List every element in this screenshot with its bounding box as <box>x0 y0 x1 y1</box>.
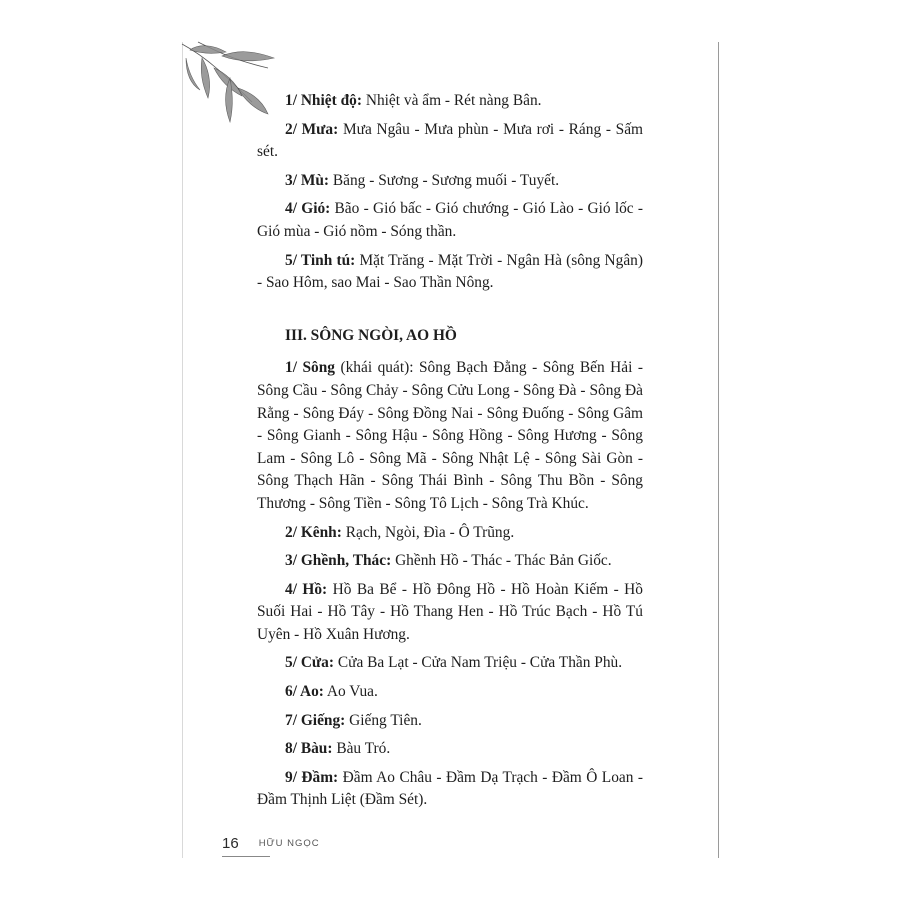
item-label: 6/ Ao: <box>285 683 324 701</box>
weather-item <box>257 250 643 295</box>
running-author: HỮU NGỌC <box>258 837 320 849</box>
item-text: Cửa Ba Lạt - Cửa Nam Triệu - Cửa Thần Phù. <box>337 654 623 672</box>
item-text: Băng - Sương - Sương muối - Tuyết. <box>332 171 560 189</box>
water-item <box>257 522 643 545</box>
page-left-edge <box>182 42 183 858</box>
weather-item <box>257 198 643 243</box>
item-text: Đầm Ao Châu - Đầm Dạ Trạch - Đầm Ô Loan - Đầm Thịnh Liệt (Đầm Sét). <box>257 768 643 809</box>
item-label: 2/ Mưa: <box>285 120 339 138</box>
weather-item <box>257 90 643 113</box>
item-text: Bão - Gió bấc - Gió chướng - Gió Lào - Gió lốc - Gió mùa - Gió nồm - Sóng thần. <box>257 200 643 240</box>
item-text: Nhiệt và ẩm - Rét nàng Bân. <box>365 92 542 109</box>
page-footer <box>222 832 320 854</box>
weather-item <box>257 170 643 193</box>
item-label: 2/ Kênh: <box>285 523 342 541</box>
water-item <box>257 550 643 573</box>
item-label: 4/ Hồ: <box>285 580 328 598</box>
item-label: 1/ Nhiệt độ: <box>285 92 362 109</box>
water-item <box>257 579 643 647</box>
item-text: Ao Vua. <box>326 683 378 701</box>
item-text: Mưa Ngâu - Mưa phùn - Mưa rơi - Ráng - Sấm sét. <box>257 120 644 161</box>
item-text: Hồ Ba Bể - Hồ Đông Hồ - Hồ Hoàn Kiếm - Hồ Suối Hai - Hồ Tây - Hồ Thang Hen - Hồ Trúc Bạch - Hồ Tú Uyên - Hồ Xuân Hương. <box>257 580 643 643</box>
item-text: Bàu Tró. <box>336 740 391 758</box>
item-label: 8/ Bàu: <box>285 740 333 758</box>
water-item <box>257 738 643 761</box>
item-label: 3/ Mù: <box>285 171 330 189</box>
water-item <box>257 767 643 812</box>
item-text: Giếng Tiên. <box>349 711 422 729</box>
water-item <box>257 357 643 515</box>
item-label: 5/ Tinh tú: <box>285 251 356 269</box>
item-label: 4/ Gió: <box>285 200 331 218</box>
item-label: 3/ Ghềnh, Thác: <box>285 552 392 570</box>
item-text: Mặt Trăng - Mặt Trời - Ngân Hà (sông Ngân) - Sao Hôm, sao Mai - Sao Thần Nông. <box>257 251 643 292</box>
section-heading: III. SÔNG NGÒI, AO HỒ <box>285 326 457 344</box>
item-text: (khái quát): Sông Bạch Đằng - Sông Bến Hải - Sông Cầu - Sông Chảy - Sông Cửu Long - Sông Đà - Sông Đà Rằng - Sông Đáy - Sông Đồng Nai - Sông Đuống - Sông Gâm - Sông Gianh - Sông Hậu - Sông Hồng - Sông Hương - Sông Lam - Sông Lô - Sông Mã - Sông Nhật Lệ - Sông Sài Gòn - Sông Thạch Hãn - Sông Thái Bình - Sông Thu Bồn - Sông Thương - Sông Tiền - Sông Tô Lịch - Sông Trà Khúc. <box>257 359 643 512</box>
footer-rule <box>222 856 270 857</box>
item-label: 5/ Cửa: <box>285 654 334 672</box>
water-item <box>257 681 643 704</box>
water-item <box>257 710 643 733</box>
water-item <box>257 652 643 675</box>
item-text: Rạch, Ngòi, Đìa - Ô Trũng. <box>345 523 515 541</box>
weather-item <box>257 119 643 164</box>
item-label: 1/ Sông <box>285 359 335 377</box>
item-text: Ghềnh Hồ - Thác - Thác Bản Giốc. <box>395 552 612 570</box>
book-spine <box>718 42 719 858</box>
item-label: 7/ Giếng: <box>285 711 346 729</box>
page-number: 16 <box>222 834 239 852</box>
item-label: 9/ Đầm: <box>285 768 339 786</box>
page-body <box>257 90 643 818</box>
